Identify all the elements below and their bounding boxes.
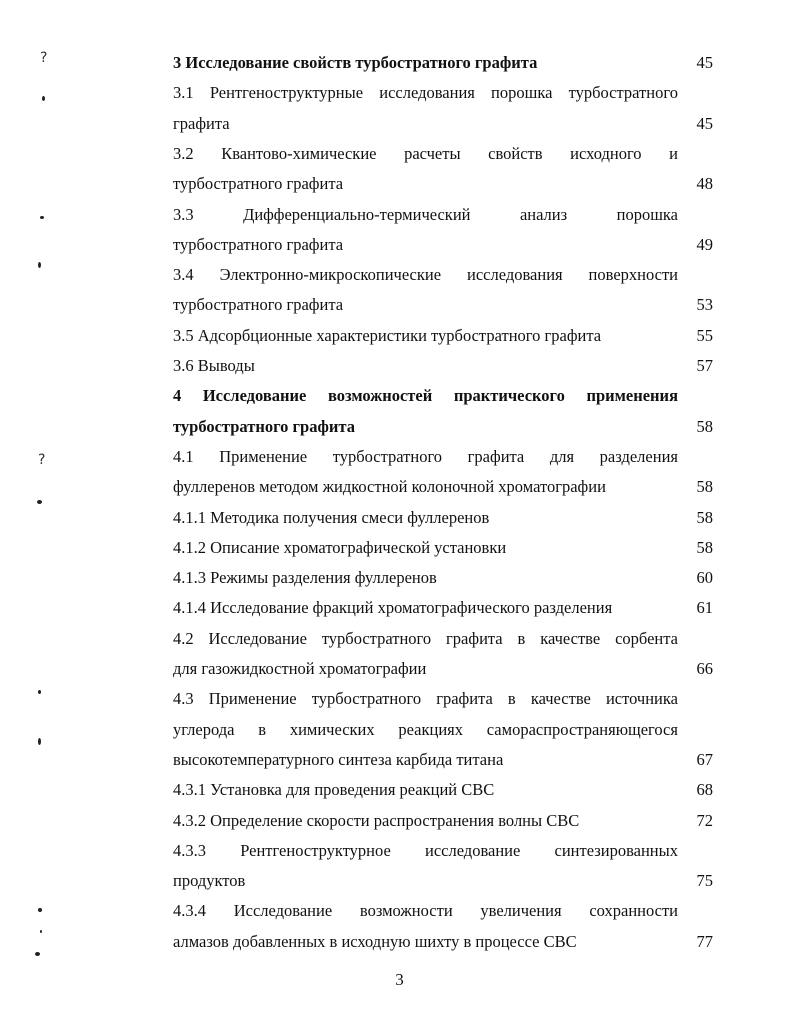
toc-page-number: 77: [696, 931, 713, 951]
toc-word: графита: [436, 689, 493, 709]
toc-word: 4.2: [173, 628, 194, 648]
toc-word: реакциях: [398, 719, 464, 739]
page-number: 3: [395, 970, 404, 989]
toc-word: порошка: [491, 83, 553, 103]
toc-page-number: 58: [696, 477, 713, 497]
toc-word: 4.1: [173, 446, 194, 466]
toc-word: анализ: [519, 204, 568, 224]
toc-entry-title: 4.1.4 Исследование фракций хроматографического разделения: [173, 598, 613, 618]
toc-word: 4.3.4: [173, 901, 206, 921]
toc-word: сохранности: [589, 901, 678, 921]
toc-word: турбостратного: [568, 83, 678, 103]
toc-page-number: 58: [696, 537, 713, 557]
toc-entry-continuation: турбостратного графита: [173, 295, 344, 315]
toc-page-number: 53: [696, 295, 713, 315]
toc-word: турбостратного: [332, 446, 443, 466]
toc-word: и: [669, 143, 678, 163]
toc-word: самораспространяющегося: [486, 719, 678, 739]
toc-word: расчеты: [404, 143, 461, 163]
margin-speck: [38, 738, 41, 745]
toc-word: Исследование: [233, 901, 333, 921]
margin-artifact: ?: [40, 50, 48, 66]
toc-word: 3.2: [173, 143, 194, 163]
toc-word: качестве: [540, 628, 601, 648]
toc-entry-title: 4.1.3 Режимы разделения фуллеренов: [173, 568, 437, 588]
toc-word: качестве: [530, 689, 591, 709]
toc-page-number: 68: [696, 780, 713, 800]
toc-entry-title: 4.1.2 Описание хроматографической установки: [173, 537, 507, 557]
toc-entry-continuation: турбостратного графита: [173, 174, 344, 194]
toc-entry-continuation: [173, 720, 678, 740]
toc-entry-title: 4.3.1 Установка для проведения реакций СВС: [173, 780, 495, 800]
toc-entry-title: 4.3.2 Определение скорости распространения волны СВС: [173, 810, 580, 830]
margin-speck: [38, 908, 42, 912]
toc-entry-continuation: продуктов: [173, 871, 246, 891]
toc-word: Дифференциально-термический: [243, 204, 471, 224]
toc-word: 3.1: [173, 83, 194, 103]
toc-entry-title: [173, 265, 678, 285]
toc-page-number: 66: [696, 659, 713, 678]
toc-page-number: 48: [696, 174, 713, 194]
toc-page-number: 60: [696, 568, 713, 588]
toc-entry-continuation: высокотемпературного синтеза карбида титана: [173, 749, 504, 769]
toc-page-number: 75: [696, 871, 713, 891]
toc-entry-title: [173, 205, 678, 225]
toc-word: порошка: [616, 204, 678, 224]
toc-word: химических: [289, 719, 375, 739]
toc-word: поверхности: [588, 265, 678, 285]
toc-word: 4: [173, 386, 182, 406]
toc-word: Рентгеноструктурные: [209, 83, 364, 103]
toc-word: исследования: [467, 265, 563, 285]
toc-entry-continuation: фуллеренов методом жидкостной колоночной хроматографии: [173, 477, 606, 497]
toc-entry-continuation: турбостратного графита: [173, 416, 355, 436]
toc-entry-title: [173, 447, 678, 467]
toc-entry-title: [173, 386, 678, 406]
toc-word: исследование: [424, 840, 521, 860]
toc-word: практического: [453, 386, 565, 406]
toc-word: 4.3: [173, 689, 194, 709]
toc-page-number: 49: [696, 234, 713, 254]
margin-speck: [40, 216, 44, 219]
toc-page-number: 55: [696, 325, 713, 345]
toc-word: в: [517, 628, 526, 648]
toc-word: турбостратного: [311, 689, 422, 709]
toc-word: для: [549, 446, 575, 466]
toc-entry-continuation: алмазов добавленных в исходную шихту в процессе СВС: [173, 931, 577, 951]
toc-entry-title: [173, 144, 678, 164]
toc-entry-title: [173, 689, 678, 709]
toc-word: источника: [605, 689, 678, 709]
toc-page-number: 45: [696, 53, 713, 72]
toc-word: исходного: [570, 143, 642, 163]
toc-page-number: 67: [696, 749, 713, 769]
toc-entry-title: [173, 901, 678, 921]
toc-word: возможности: [359, 901, 453, 921]
toc-word: синтезированных: [554, 840, 678, 860]
toc-entry-title: [173, 841, 678, 861]
margin-speck: [37, 500, 42, 504]
toc-page-number: 58: [696, 416, 713, 436]
toc-word: увеличения: [480, 901, 562, 921]
margin-artifact: ?: [38, 452, 46, 468]
toc-word: 3.3: [173, 204, 194, 224]
toc-entry-continuation: графита: [173, 113, 230, 133]
toc-word: 3.4: [173, 265, 194, 285]
toc-page-number: 58: [696, 507, 713, 527]
toc-word: Применение: [219, 446, 308, 466]
toc-word: Исследование: [208, 628, 307, 648]
toc-word: Квантово-химические: [221, 143, 377, 163]
toc-page-number: 61: [696, 598, 713, 618]
toc-word: углерода: [173, 719, 235, 739]
margin-speck: [40, 930, 42, 933]
toc-entry-title: 3.6 Выводы: [173, 356, 255, 375]
margin-speck: [35, 952, 40, 956]
toc-entry-continuation: турбостратного графита: [173, 234, 344, 254]
margin-speck: [42, 96, 45, 101]
toc-entry-title: 3 Исследование свойств турбостратного графита: [173, 53, 538, 72]
toc-word: в: [507, 689, 516, 709]
toc-word: применения: [586, 386, 678, 406]
toc-word: в: [258, 719, 267, 739]
toc-page-number: 72: [696, 810, 713, 830]
margin-speck: [38, 690, 41, 694]
toc-entry-title: [173, 83, 678, 103]
toc-word: 4.3.3: [173, 840, 206, 860]
toc-word: турбостратного: [321, 628, 432, 648]
toc-page-number: 57: [696, 356, 713, 375]
toc-word: сорбента: [615, 628, 678, 648]
toc-page-number: 45: [696, 113, 713, 133]
toc-word: возможностей: [327, 386, 433, 406]
toc-word: графита: [446, 628, 503, 648]
toc-word: Рентгеноструктурное: [240, 840, 391, 860]
toc-word: исследования: [379, 83, 475, 103]
toc-word: графита: [467, 446, 525, 466]
toc-word: Применение: [208, 689, 297, 709]
toc-entry-title: [173, 629, 678, 649]
margin-speck: [38, 262, 41, 268]
toc-entry-title: 3.5 Адсорбционные характеристики турбостратного графита: [173, 325, 602, 345]
toc-entry-title: 4.1.1 Методика получения смеси фуллеренов: [173, 507, 490, 527]
toc-entry-continuation: для газожидкостной хроматографии: [173, 659, 427, 678]
toc-word: разделения: [599, 446, 678, 466]
toc-word: Электронно-микроскопические: [219, 265, 442, 285]
toc-word: свойств: [488, 143, 543, 163]
toc-word: Исследование: [202, 386, 307, 406]
